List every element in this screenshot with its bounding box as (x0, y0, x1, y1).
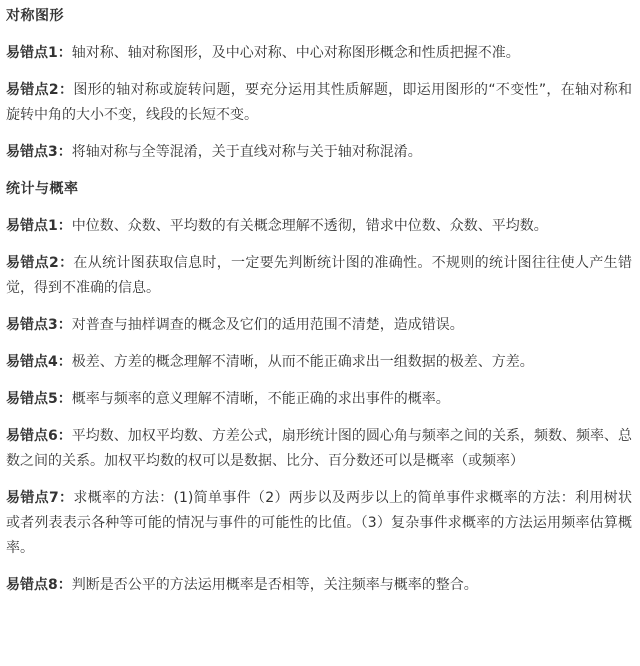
list-item (6, 41, 632, 66)
item-text: 判断是否公平的方法运用概率是否相等，关注频率与概率的整合。 (71, 577, 478, 593)
list-item (6, 486, 632, 561)
list-item (6, 251, 632, 301)
item-label: 易错点6： (6, 428, 72, 444)
list-item (6, 313, 632, 338)
list-item (6, 140, 632, 165)
item-text: 对普查与抽样调查的概念及它们的适用范围不清楚，造成错误。 (71, 317, 464, 333)
list-item (6, 424, 632, 474)
item-text: 将轴对称与全等混淆，关于直线对称与关于轴对称混淆。 (71, 144, 422, 160)
item-label: 易错点3： (6, 317, 72, 333)
list-item (6, 214, 632, 239)
list-item (6, 387, 632, 412)
item-label: 易错点4： (6, 354, 72, 370)
item-text: 概率与频率的意义理解不清晰，不能正确的求出事件的概率。 (71, 391, 450, 407)
list-item (6, 573, 632, 598)
item-label: 易错点7： (6, 490, 74, 506)
item-label: 易错点5： (6, 391, 72, 407)
item-label: 易错点1： (6, 218, 72, 234)
item-label: 易错点8： (6, 577, 72, 593)
item-text: 求概率的方法：(1)简单事件（2）两步以及两步以上的简单事件求概率的方法：利用树状或者列表表示各种等可能的情况与事件的可能性的比值。（3）复杂事件求概率的方法运用频率估算概率。 (6, 490, 632, 556)
section-heading: 统计与概率 (6, 181, 79, 197)
item-text: 极差、方差的概念理解不清晰，从而不能正确求出一组数据的极差、方差。 (71, 354, 534, 370)
list-item (6, 78, 632, 128)
item-text: 中位数、众数、平均数的有关概念理解不透彻，错求中位数、众数、平均数。 (71, 218, 548, 234)
item-text: 平均数、加权平均数、方差公式，扇形统计图的圆心角与频率之间的关系，频数、频率、总数之间的关系。加权平均数的权可以是数据、比分、百分数还可以是概率（或频率） (6, 428, 633, 469)
item-label: 易错点2： (6, 255, 74, 271)
item-label: 易错点2： (6, 82, 74, 98)
item-text: 图形的轴对称或旋转问题，要充分运用其性质解题，即运用图形的“不变性”，在轴对称和旋转中角的大小不变，线段的长短不变。 (6, 82, 632, 123)
section-statistics-probability (6, 177, 632, 598)
section-heading: 对称图形 (6, 8, 64, 24)
list-item (6, 350, 632, 375)
item-text: 轴对称、轴对称图形，及中心对称、中心对称图形概念和性质把握不准。 (71, 45, 520, 61)
item-text: 在从统计图获取信息时，一定要先判断统计图的准确性。不规则的统计图往往使人产生错觉，得到不准确的信息。 (6, 255, 632, 296)
item-label: 易错点3： (6, 144, 72, 160)
item-label: 易错点1： (6, 45, 72, 61)
section-symmetry (6, 4, 632, 165)
